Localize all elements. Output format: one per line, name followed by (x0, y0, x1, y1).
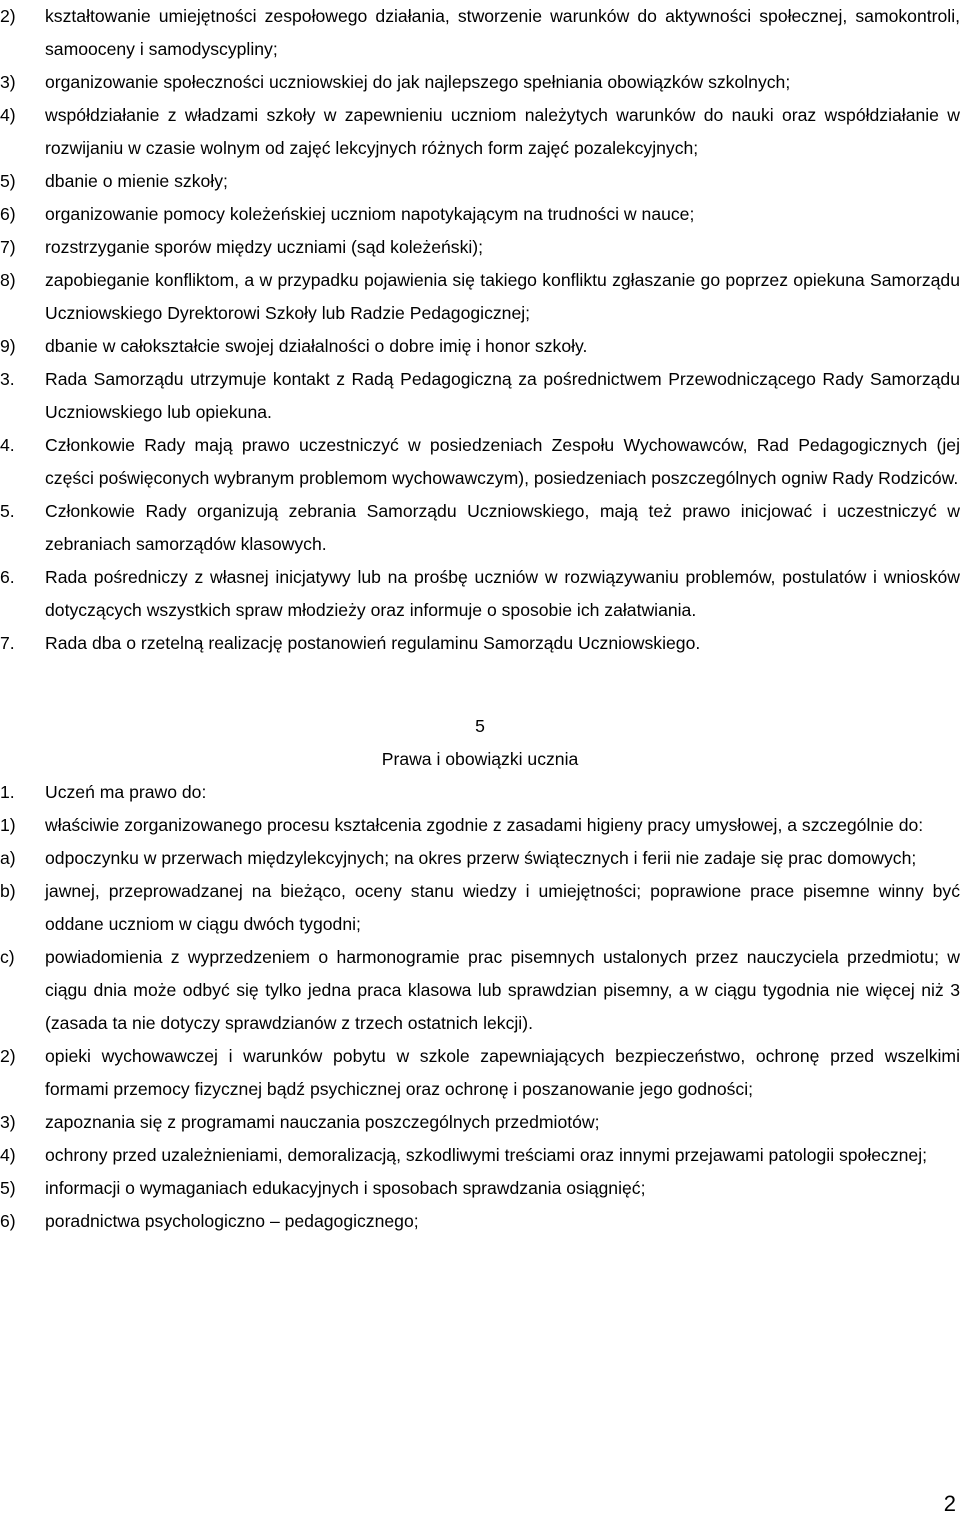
item-number: 5. (0, 501, 15, 521)
item-text: współdziałanie z władzami szkoły w zapewnieniu uczniom należytych warunków do nauki oraz współdziałanie w rozwijaniu w czasie wolnym od zajęć lekcyjnych różnych form zajęć pozalekcyjnych; (45, 105, 960, 158)
item-number: 6) (0, 204, 16, 224)
list-item (0, 776, 960, 809)
list-item (0, 1139, 960, 1172)
list-item (0, 363, 960, 429)
item-number: 7) (0, 237, 16, 257)
item-number: 6) (0, 1211, 16, 1231)
item-number: 1) (0, 815, 16, 835)
item-number: 5) (0, 171, 16, 191)
item-text: informacji o wymaganiach edukacyjnych i sposobach sprawdzania osiągnięć; (45, 1178, 646, 1198)
item-number: 9) (0, 336, 16, 356)
list-item (0, 875, 960, 941)
list-bottom (0, 776, 960, 1238)
item-number: 7. (0, 633, 15, 653)
item-text: ochrony przed uzależnieniami, demoralizacją, szkodliwymi treściami oraz innymi przejawami patologii społecznej; (45, 1145, 928, 1165)
item-number: 5) (0, 1178, 16, 1198)
list-item (0, 99, 960, 165)
item-text: opieki wychowawczej i warunków pobytu w szkole zapewniających bezpieczeństwo, ochronę przed wszelkimi formami przemocy fizycznej bądź psychicznej oraz ochronę i poszanowanie jego godności; (45, 1046, 960, 1099)
list-item (0, 1106, 960, 1139)
page-number: 2 (943, 1491, 956, 1516)
item-text: Rada Samorządu utrzymuje kontakt z Radą Pedagogiczną za pośrednictwem Przewodniczącego Rady Samorządu Uczniowskiego lub opiekuna. (45, 369, 960, 422)
item-text: zapobieganie konfliktom, a w przypadku pojawienia się takiego konfliktu zgłaszanie go poprzez opiekuna Samorządu Uczniowskiego Dyrektorowi Szkoły lub Radzie Pedagogicznej; (45, 270, 960, 323)
list-item (0, 330, 960, 363)
list-item (0, 264, 960, 330)
list-item (0, 66, 960, 99)
list-item (0, 941, 960, 1040)
item-text: Członkowie Rady organizują zebrania Samorządu Uczniowskiego, mają też prawo inicjować i uczestniczyć w zebraniach samorządów klasowych. (45, 501, 960, 554)
item-text: poradnictwa psychologiczno – pedagogicznego; (45, 1211, 419, 1231)
item-number: b) (0, 881, 16, 901)
item-text: organizowanie społeczności uczniowskiej do jak najlepszego spełniania obowiązków szkolnych; (45, 72, 791, 92)
section-mark (0, 710, 915, 743)
item-number: 4. (0, 435, 15, 455)
item-text: właściwie zorganizowanego procesu kształcenia zgodnie z zasadami higieny pracy umysłowej, a szczególnie do: (45, 815, 924, 835)
item-number: a) (0, 848, 16, 868)
list-item (0, 627, 960, 660)
item-number: 1. (0, 782, 15, 802)
list-item (0, 231, 960, 264)
item-text: Uczeń ma prawo do: (45, 782, 207, 802)
list-item (0, 1040, 960, 1106)
item-text: powiadomienia z wyprzedzeniem o harmonogramie prac pisemnych ustalonych przez nauczyciela przedmiotu; w ciągu dnia może odbyć się tylko jedna praca klasowa lub sprawdzian pisemny, a w ciągu tygodnia nie więcej niż 3 (zasada ta nie dotyczy sprawdzianów z trzech ostatnich lekcji). (45, 947, 960, 1033)
item-text: kształtowanie umiejętności zespołowego działania, stworzenie warunków do aktywności społecznej, samokontroli, samooceny i samodyscypliny; (45, 6, 960, 59)
spacer (0, 660, 960, 710)
list-item (0, 1172, 960, 1205)
section-number: 5 (475, 716, 485, 736)
item-number: 2) (0, 1046, 16, 1066)
list-item (0, 198, 960, 231)
item-number: 2) (0, 6, 16, 26)
item-number: 3) (0, 1112, 16, 1132)
item-number: 3) (0, 72, 16, 92)
item-number: 6. (0, 567, 15, 587)
list-item (0, 1205, 960, 1238)
list-item (0, 842, 960, 875)
item-text: dbanie w całokształcie swojej działalności o dobre imię i honor szkoły. (45, 336, 588, 356)
item-text: rozstrzyganie sporów między uczniami (sąd koleżeński); (45, 237, 484, 257)
item-text: Członkowie Rady mają prawo uczestniczyć w posiedzeniach Zespołu Wychowawców, Rad Pedagogicznych (jej części poświęconych wybranym problemom wychowawczym), posiedzeniach poszczególnych ogniw Rady Rodziców. (45, 435, 960, 488)
list-item (0, 809, 960, 842)
list-top (0, 0, 960, 660)
item-number: 4) (0, 105, 16, 125)
item-text: zapoznania się z programami nauczania poszczególnych przedmiotów; (45, 1112, 600, 1132)
list-item (0, 495, 960, 561)
list-item (0, 429, 960, 495)
item-text: dbanie o mienie szkoły; (45, 171, 228, 191)
item-number: c) (0, 947, 15, 967)
item-text: jawnej, przeprowadzanej na bieżąco, oceny stanu wiedzy i umiejętności; poprawione prace pisemne winny być oddane uczniom w ciągu dwóch tygodni; (45, 881, 960, 934)
item-text: Rada pośredniczy z własnej inicjatywy lub na prośbę uczniów w rozwiązywaniu problemów, postulatów i wniosków dotyczących wszystkich spraw młodzieży oraz informuje o sposobie ich załatwiania. (45, 567, 960, 620)
list-item (0, 561, 960, 627)
item-text: odpoczynku w przerwach międzylekcyjnych; na okres przerw świątecznych i ferii nie zadaje się prac domowych; (45, 848, 917, 868)
item-text: Rada dba o rzetelną realizację postanowień regulaminu Samorządu Uczniowskiego. (45, 633, 701, 653)
list-item (0, 165, 960, 198)
item-number: 4) (0, 1145, 16, 1165)
section-title: Prawa i obowiązki ucznia (381, 749, 579, 769)
item-number: 8) (0, 270, 16, 290)
list-item (0, 0, 960, 66)
item-text: organizowanie pomocy koleżeńskiej uczniom napotykającym na trudności w nauce; (45, 204, 695, 224)
item-number: 3. (0, 369, 15, 389)
